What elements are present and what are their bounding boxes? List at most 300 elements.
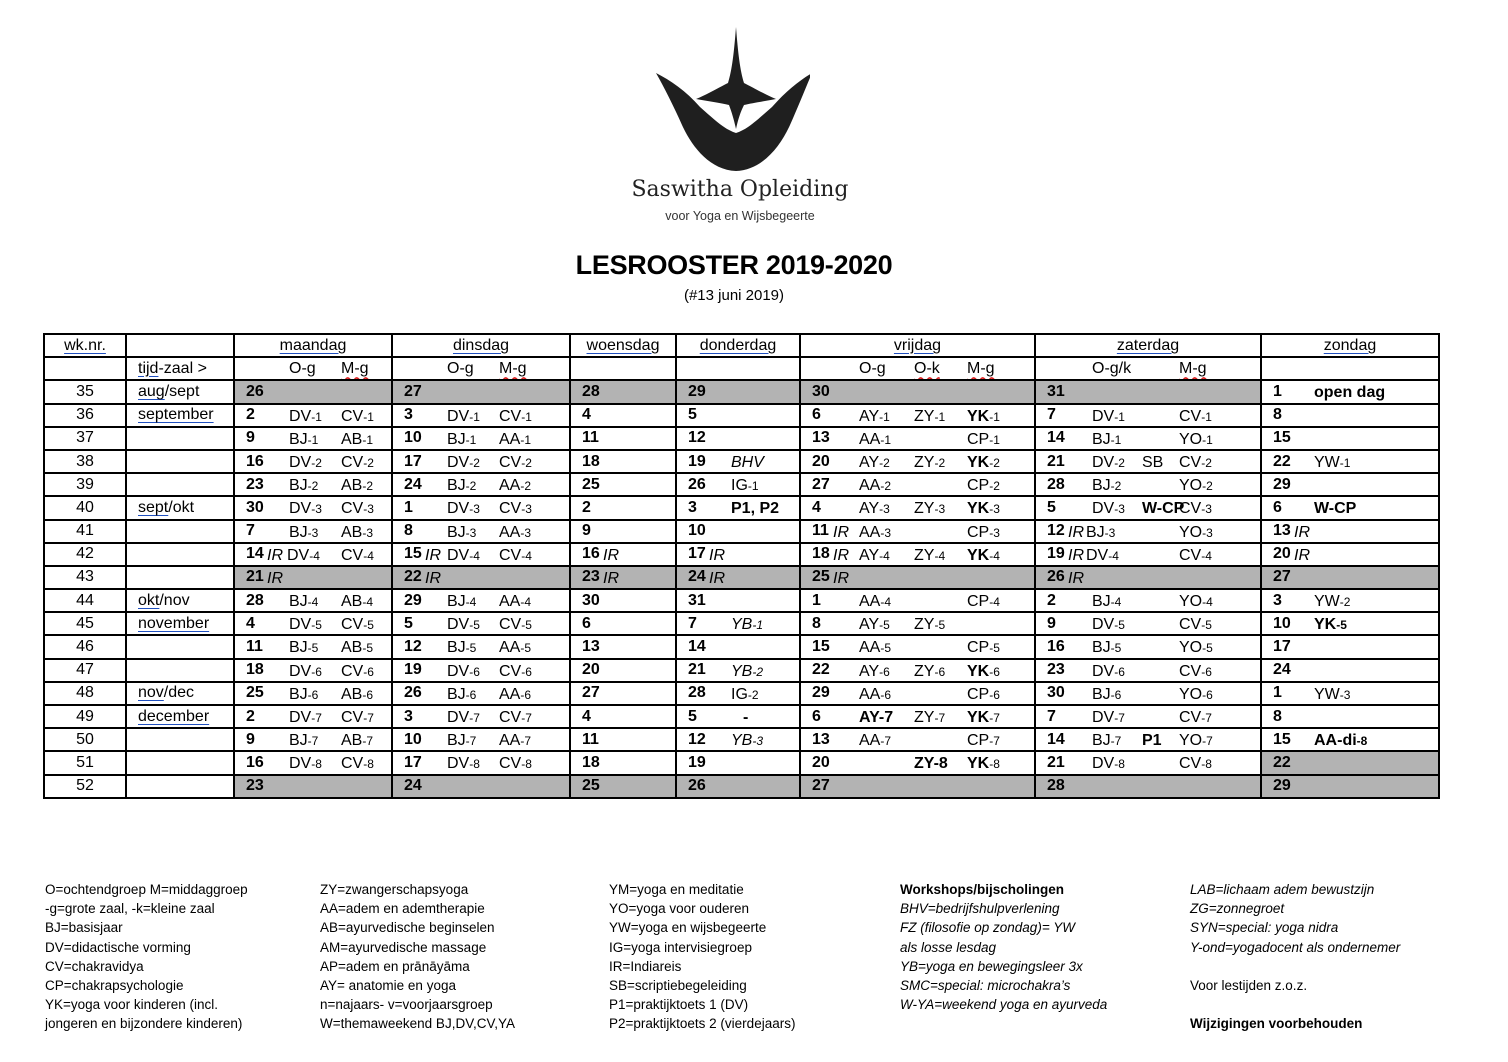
course-code (859, 454, 890, 472)
day-number: 26 (1047, 568, 1065, 586)
day-cell-vr (800, 520, 1035, 543)
course-code-label: BJ (447, 593, 466, 611)
day-number: 23 (1047, 661, 1065, 679)
header-row-zaal (44, 357, 1439, 380)
course-code-label: YK (967, 453, 990, 471)
day-cell-vr (800, 682, 1035, 705)
day-cell-zo (1261, 751, 1439, 774)
course-sequence: -5 (880, 641, 892, 656)
day-cell-do (676, 682, 800, 705)
day-cell-mo (234, 450, 392, 473)
indiareis-marker: IR (425, 569, 441, 587)
course-code (967, 524, 1000, 542)
day-note (731, 500, 779, 518)
course-sequence: -7 (1114, 711, 1125, 725)
day-cell-vr (800, 705, 1035, 728)
day-number: 23 (246, 475, 264, 493)
day-number: 20 (582, 661, 600, 679)
legend-item: IR=Indiareis (609, 958, 682, 974)
day-cell-do (676, 705, 800, 728)
course-sequence: -4 (880, 595, 892, 610)
day-cell-mo (234, 751, 392, 774)
day-cell-zo (1261, 682, 1439, 705)
course-code (731, 686, 759, 704)
course-code (914, 709, 945, 727)
course-sequence: -7 (362, 734, 374, 749)
legend-item: P1=praktijktoets 1 (DV) (609, 997, 749, 1013)
course-code-label: DV (1092, 662, 1115, 680)
day-note-sequence: -5 (1336, 618, 1347, 633)
day-cell-zo (1261, 566, 1439, 589)
day-number: 10 (1273, 614, 1291, 632)
day-number: 22 (404, 568, 422, 586)
day-cell-vr (800, 496, 1035, 519)
day-cell-do (676, 427, 800, 450)
day-cell-vr (800, 635, 1035, 658)
course-code-label: CV (341, 709, 364, 726)
course-code (859, 639, 891, 657)
legend-item: W=themaweekend BJ,DV,CV,YA (320, 1016, 515, 1032)
month-label-part: november (138, 614, 210, 632)
day-cell-zo (1261, 496, 1439, 519)
course-code (1179, 663, 1212, 681)
day-number: 27 (812, 777, 830, 795)
course-sequence: -1 (362, 432, 374, 447)
course-code-label: BJ (447, 477, 466, 495)
course-code (1179, 639, 1213, 657)
day-cell-wo (570, 682, 676, 705)
month-label-part: aug (138, 382, 165, 400)
day-number: 28 (1047, 777, 1065, 795)
course-sequence: -5 (465, 641, 477, 656)
week-number: 44 (44, 589, 126, 612)
course-code (1179, 755, 1212, 773)
day-number: 15 (1273, 429, 1291, 447)
day-cell-zo (1261, 659, 1439, 682)
day-number: 4 (582, 707, 591, 725)
course-code-label: ZY (914, 407, 935, 425)
course-sequence: -1 (989, 409, 1000, 424)
course-sequence: -4 (307, 595, 319, 610)
day-cell-do (676, 775, 800, 798)
week-number: 51 (44, 751, 126, 774)
day-cell-do (676, 404, 800, 427)
schedule-table (43, 333, 1440, 799)
day-cell-do (676, 496, 800, 519)
course-code-label: BJ (289, 430, 308, 448)
day-number: 14 (1047, 730, 1065, 748)
day-cell-do (676, 450, 800, 473)
day-note (743, 709, 748, 727)
course-code (289, 732, 318, 750)
day-number: 28 (688, 684, 706, 702)
legend-item: jongeren en bijzondere kinderen) (45, 1016, 243, 1032)
course-code (341, 500, 374, 518)
course-code-label: CP (967, 523, 990, 541)
course-code (967, 663, 1000, 681)
legend-item: YB=yoga en bewegingsleer 3x (900, 958, 1083, 974)
course-code (859, 500, 890, 518)
course-code-label: DV (289, 500, 312, 518)
day-cell-za (1035, 659, 1261, 682)
course-code (341, 477, 373, 495)
day-number: 24 (688, 568, 706, 586)
day-cell-mo (234, 380, 392, 403)
legend-item: IG=yoga intervisiegroep (609, 939, 752, 955)
table-row (44, 682, 1439, 705)
legend-item: CV=chakravidya (45, 958, 144, 974)
day-note-label: YB (731, 732, 753, 750)
course-sequence: -4 (520, 595, 532, 610)
header-zaterdag: zaterdag (1035, 334, 1261, 357)
day-number: 14 (1047, 429, 1065, 447)
course-code-label: CV (1179, 616, 1202, 634)
legend-item (1190, 995, 1400, 1014)
legend-item: DV=didactische vorming (45, 939, 191, 955)
course-code (914, 408, 945, 426)
course-code (967, 709, 1000, 727)
course-code (731, 477, 759, 495)
header-woensdag: woensdag (570, 334, 676, 357)
course-sequence: -6 (469, 664, 480, 679)
course-code (859, 431, 891, 449)
day-number: 18 (582, 753, 600, 771)
course-sequence: -5 (1110, 641, 1122, 656)
day-number: 28 (246, 591, 264, 609)
course-code (859, 616, 890, 634)
day-cell-mo (234, 635, 392, 658)
course-code-label: YK (967, 407, 990, 425)
course-code (1179, 593, 1213, 611)
course-code (289, 524, 318, 542)
course-code (289, 686, 318, 704)
course-sequence: -1 (1201, 409, 1212, 424)
month-label (126, 520, 234, 543)
legend-col-4 (900, 880, 1107, 1014)
day-cell-mo (234, 427, 392, 450)
legend-item: LAB=lichaam adem bewustzijn (1190, 882, 1375, 897)
day-cell-vr (800, 473, 1035, 496)
course-code (1179, 500, 1212, 518)
day-cell-do (676, 612, 800, 635)
day-number: 17 (404, 452, 422, 470)
day-number: 2 (582, 498, 591, 516)
day-cell-wo (570, 496, 676, 519)
course-code-label: ZY (914, 662, 935, 680)
day-note (731, 616, 763, 634)
month-label: nov/dec (126, 682, 234, 705)
course-code (1092, 732, 1121, 750)
day-cell-mo (234, 705, 392, 728)
day-cell-wo (570, 473, 676, 496)
course-code-label: DV (289, 662, 312, 680)
course-code-label: AA (499, 593, 521, 611)
header-maandag-zalen: O-g M-g (234, 357, 392, 380)
course-code (1179, 408, 1212, 426)
course-sequence: -3 (362, 525, 374, 540)
course-code (341, 431, 373, 449)
course-sequence: -6 (465, 687, 477, 702)
course-code-label: AA (499, 430, 521, 448)
course-code-label: DV (447, 616, 470, 634)
legend-item: AM=ayurvedische massage (320, 939, 487, 955)
day-number: 7 (1047, 406, 1056, 424)
course-code-label: AB (341, 523, 363, 541)
course-code-label: BJ (289, 523, 308, 541)
indiareis-marker: IR (267, 546, 283, 564)
course-sequence: -1 (520, 432, 532, 447)
course-sequence: -1 (747, 479, 759, 494)
day-number: 31 (1047, 382, 1065, 400)
day-number: 15 (812, 638, 830, 656)
brand-tagline: voor Yoga en Wijsbegeerte (665, 209, 815, 223)
course-sequence: -2 (880, 479, 892, 494)
course-sequence: -5 (934, 618, 946, 633)
header-dinsdag: dinsdag (392, 334, 570, 357)
day-number: 26 (404, 684, 422, 702)
course-code (859, 477, 891, 495)
course-code (1092, 709, 1125, 727)
course-code-label: CV (341, 500, 364, 518)
header-dinsdag-zalen: O-g M-g (392, 357, 570, 380)
course-code (1086, 547, 1119, 565)
course-code (1142, 732, 1162, 750)
day-cell-wo (570, 775, 676, 798)
course-code (1314, 686, 1350, 704)
day-number: 1 (1273, 382, 1282, 400)
course-sequence: -8 (363, 757, 374, 772)
course-sequence: -8 (1201, 757, 1212, 772)
course-sequence: -4 (465, 595, 477, 610)
day-number: 19 (688, 452, 706, 470)
course-sequence: -6 (1110, 687, 1122, 702)
course-code (447, 616, 480, 634)
course-code-label: YO (1179, 430, 1203, 448)
day-cell-di (392, 543, 570, 566)
day-cell-do (676, 520, 800, 543)
indiareis-marker: IR (425, 546, 441, 564)
course-code-label: DV (289, 709, 312, 726)
day-cell-wo (570, 728, 676, 751)
legend-item: Voor lestijden z.o.z. (1190, 978, 1308, 994)
course-code-label: DV (1092, 616, 1115, 634)
day-cell-di (392, 520, 570, 543)
week-number: 42 (44, 543, 126, 566)
course-code (341, 454, 374, 472)
course-code (341, 732, 373, 750)
course-code (341, 755, 374, 773)
day-cell-di (392, 635, 570, 658)
course-code-label: ZY (914, 500, 935, 518)
course-sequence: -3 (521, 502, 532, 517)
course-sequence: -2 (747, 687, 759, 702)
course-code-label: CV (499, 662, 522, 680)
course-code-label: AA (859, 685, 881, 703)
course-sequence: -7 (989, 711, 1000, 725)
day-cell-mo (234, 775, 392, 798)
day-cell-vr (800, 380, 1035, 403)
legend-item: Wijzigingen voorbehouden (1190, 1016, 1363, 1032)
legend-item: P2=praktijktoets 2 (vierdejaars) (609, 1016, 796, 1032)
day-number: 14 (688, 638, 706, 656)
course-code (1179, 431, 1213, 449)
page-subtitle: (#13 juni 2019) (683, 287, 785, 304)
day-number: 29 (688, 382, 706, 400)
course-code (859, 709, 893, 727)
day-number: 9 (246, 730, 255, 748)
course-code-label: BJ (447, 430, 466, 448)
course-code (914, 616, 945, 634)
course-sequence: -7 (934, 711, 946, 725)
course-code-label: AA (859, 430, 881, 448)
legend-item: SB=scriptiebegeleiding (609, 978, 747, 994)
course-code (447, 408, 480, 426)
day-note (1314, 616, 1347, 634)
course-sequence: -3 (934, 502, 946, 517)
course-code-label: BJ (289, 732, 308, 750)
day-cell-di (392, 659, 570, 682)
table-row (44, 589, 1439, 612)
day-number: 25 (582, 777, 600, 795)
course-sequence: -1 (469, 409, 480, 424)
day-note-label: AA-di (1314, 732, 1357, 750)
course-code (447, 431, 476, 449)
course-sequence: -1 (465, 432, 477, 447)
day-number: 29 (1273, 777, 1291, 795)
course-sequence: -7 (1110, 734, 1122, 749)
course-sequence: -4 (934, 548, 946, 563)
day-number: 16 (582, 545, 600, 563)
course-code-label: AB (341, 593, 363, 611)
course-code-label: DV (447, 546, 470, 564)
day-note-label: YK (1314, 616, 1337, 634)
day-note (731, 454, 764, 472)
course-code (341, 639, 373, 657)
day-number: 14 (246, 545, 264, 563)
course-code (914, 755, 948, 773)
course-code (1179, 524, 1213, 542)
day-cell-mo (234, 520, 392, 543)
course-code-label: CV (499, 500, 522, 518)
course-code-label: CP (967, 685, 990, 703)
month-label (126, 775, 234, 798)
course-code (1179, 454, 1212, 472)
day-number: 10 (688, 522, 706, 540)
day-cell-di (392, 705, 570, 728)
legend-col-1 (45, 880, 248, 1034)
course-code (499, 477, 531, 495)
day-number: 11 (812, 522, 829, 540)
day-number: 4 (582, 406, 591, 424)
course-sequence: -3 (1202, 525, 1213, 540)
course-code-label: YO (1179, 685, 1203, 703)
course-code-label: DV (1092, 453, 1115, 471)
day-cell-za (1035, 775, 1261, 798)
day-cell-do (676, 380, 800, 403)
course-code (499, 524, 531, 542)
day-number: 12 (404, 638, 422, 656)
week-number: 38 (44, 450, 126, 473)
course-sequence: -3 (989, 502, 1000, 517)
day-number: 7 (246, 522, 255, 540)
legend-item: YO=yoga voor ouderen (609, 901, 749, 917)
day-number: 27 (404, 382, 422, 400)
day-cell-do (676, 473, 800, 496)
course-sequence: -3 (307, 525, 319, 540)
day-cell-di (392, 496, 570, 519)
course-code-label: IG (731, 685, 748, 703)
day-cell-do (676, 566, 800, 589)
course-sequence: -3 (520, 525, 532, 540)
legend-item: Y-ond=yogadocent als ondernemer (1190, 939, 1401, 955)
header-vrijdag: vrijdag (800, 334, 1035, 357)
day-cell-za (1035, 612, 1261, 635)
day-number: 21 (246, 568, 264, 586)
course-code-label: YO (1179, 523, 1203, 541)
course-code-label: DV (289, 453, 312, 471)
page-title: LESROOSTER 2019-2020 (575, 250, 893, 280)
course-code-label: AA (499, 477, 521, 495)
month-label-part: december (138, 707, 210, 725)
course-code-label: DV (447, 500, 470, 518)
course-code-label: AA (499, 639, 521, 657)
day-number: 6 (1273, 498, 1282, 516)
course-code (499, 408, 532, 426)
course-sequence: -4 (1202, 595, 1213, 610)
legend-item: SYN=special: yoga nidra (1190, 920, 1339, 936)
course-sequence: -4 (362, 595, 374, 610)
week-number: 35 (44, 380, 126, 403)
table-row (44, 728, 1439, 751)
course-code (1092, 755, 1125, 773)
table-row (44, 751, 1439, 774)
day-number: 13 (812, 730, 830, 748)
course-sequence: -2 (311, 455, 322, 470)
course-sequence: -3 (469, 502, 480, 517)
course-code-label: DV (1092, 407, 1115, 425)
day-number: 8 (812, 614, 821, 632)
course-sequence: -6 (989, 687, 1000, 702)
legend-item: AA=adem en ademtherapie (320, 901, 485, 917)
day-cell-do (676, 728, 800, 751)
legend-item: W-YA=weekend yoga en ayurveda (900, 997, 1108, 1013)
course-code (967, 500, 1000, 518)
day-number: 29 (812, 684, 830, 702)
course-code (447, 755, 480, 773)
course-code (967, 477, 1000, 495)
day-cell-zo (1261, 775, 1439, 798)
day-number: 7 (1047, 707, 1056, 725)
day-number: 3 (1273, 591, 1282, 609)
course-sequence: -7 (1202, 734, 1213, 749)
course-code (499, 709, 532, 727)
day-cell-do (676, 751, 800, 774)
course-sequence: -6 (521, 664, 532, 679)
day-number: 21 (1047, 452, 1065, 470)
day-cell-mo (234, 728, 392, 751)
day-cell-za (1035, 427, 1261, 450)
day-number: 24 (1273, 661, 1291, 679)
course-sequence: -2 (1110, 479, 1122, 494)
course-code (341, 547, 374, 565)
day-cell-mo (234, 473, 392, 496)
course-code (1092, 500, 1125, 518)
day-number: 20 (812, 452, 830, 470)
course-sequence: -8 (989, 757, 1000, 772)
course-code (859, 593, 891, 611)
month-label (126, 728, 234, 751)
course-code-label: YW (1314, 685, 1340, 703)
